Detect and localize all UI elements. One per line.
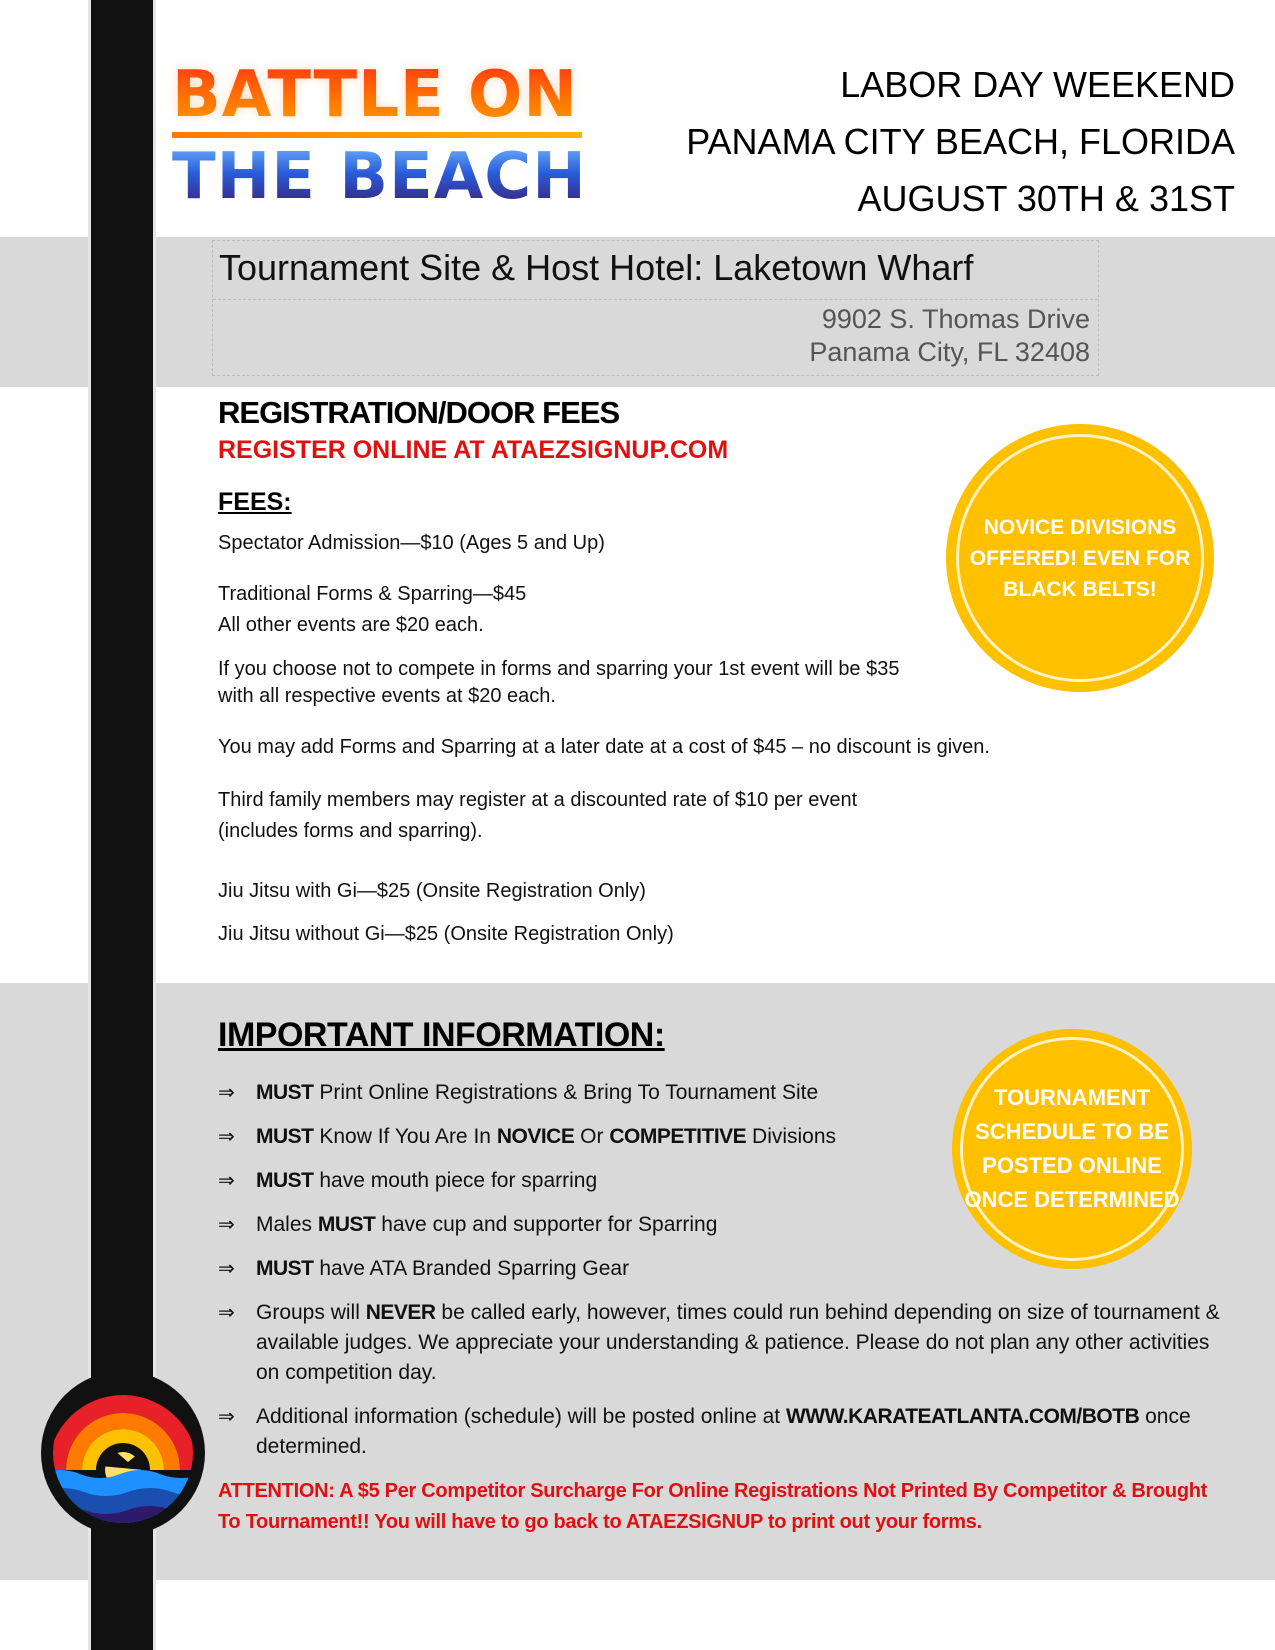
item-text: have ATA Branded Sparring Gear: [313, 1257, 630, 1280]
arrow-icon: ⇒: [218, 1302, 235, 1324]
novice-divisions-badge: [946, 424, 1214, 692]
emphasis: MUST: [256, 1081, 314, 1104]
header-line-3: AUGUST 30TH & 31ST: [857, 178, 1235, 219]
list-item: [218, 1402, 1228, 1462]
registration-heading: REGISTRATION/DOOR FEES: [218, 395, 620, 430]
arrow-icon: ⇒: [218, 1406, 235, 1428]
host-title: Tournament Site & Host Hotel: Laketown Wharf: [219, 247, 974, 288]
fee-add-later: You may add Forms and Sparring at a later date at a cost of $45 – no discount is given.: [218, 736, 990, 758]
emphasis: MUST: [256, 1257, 314, 1280]
item-text: be called early, however, times could run behind depending on size of tournament & available judges. We appreciate your understanding & patience. Please do not plan any other activities on competition day.: [256, 1301, 1220, 1384]
item-text: have cup and supporter for Sparring: [375, 1213, 718, 1236]
attention-notice: ATTENTION: A $5 Per Competitor Surcharge For Online Registrations Not Printed By Competitor & Brought To Tournament!! You will have to go back to ATAEZSIGNUP to print out your forms.: [218, 1480, 1208, 1533]
item-text: Or: [574, 1125, 610, 1148]
event-header: [686, 56, 1235, 227]
arrow-icon: ⇒: [218, 1126, 235, 1148]
arrow-icon: ⇒: [218, 1258, 235, 1280]
emphasis: MUST: [317, 1213, 376, 1236]
emphasis: MUST: [256, 1125, 314, 1148]
fee-family: Third family members may register at a discounted rate of $10 per event (includes forms and sparring).: [218, 789, 858, 842]
header-line-1: LABOR DAY WEEKEND: [840, 64, 1235, 105]
important-heading: IMPORTANT INFORMATION:: [218, 1016, 665, 1054]
fee-jiu-jitsu-no-gi: Jiu Jitsu without Gi—$25 (Onsite Registration Only): [218, 923, 674, 945]
novice-badge-text: NOVICE DIVISIONS OFFERED! EVEN FOR BLACK BELTS!: [969, 515, 1191, 601]
list-item: [218, 1298, 1228, 1388]
item-text: have mouth piece for sparring: [313, 1169, 598, 1192]
item-text: Additional information (schedule) will be posted online at: [256, 1405, 786, 1428]
schedule-badge-text: TOURNAMENT SCHEDULE TO BE POSTED ONLINE ONCE DETERMINED: [964, 1085, 1180, 1212]
fee-traditional: Traditional Forms & Sparring—$45: [218, 583, 527, 605]
emphasis: NOVICE: [496, 1125, 575, 1148]
emphasis: NEVER: [365, 1301, 436, 1324]
schedule-badge: [952, 1029, 1192, 1269]
beach-emblem-icon: [40, 1370, 206, 1536]
header-line-2: PANAMA CITY BEACH, FLORIDA: [686, 121, 1235, 162]
fee-choose-not: If you choose not to compete in forms and sparring your 1st event will be $35 with all respective events at $20 each.: [218, 658, 900, 707]
host-divider: [213, 299, 1098, 300]
item-text: Divisions: [746, 1125, 837, 1148]
logo-line-2: THE BEACH: [172, 142, 592, 212]
fee-jiu-jitsu-gi: Jiu Jitsu with Gi—$25 (Onsite Registration Only): [218, 880, 646, 902]
item-text: Groups will: [256, 1301, 366, 1324]
host-hotel-box: [212, 240, 1099, 376]
item-text: Know If You Are In: [313, 1125, 497, 1148]
item-text: once determined.: [256, 1405, 1191, 1458]
karate-atlanta-url: WWW.KARATEATLANTA.COM/BOTB: [785, 1405, 1140, 1428]
arrow-icon: ⇒: [218, 1214, 235, 1236]
arrow-icon: ⇒: [218, 1082, 235, 1104]
emphasis: COMPETITIVE: [609, 1125, 747, 1148]
fee-spectator: Spectator Admission—$10 (Ages 5 and Up): [218, 532, 605, 554]
host-address: [809, 303, 1090, 369]
logo-line-1: BATTLE ON: [172, 60, 592, 130]
emphasis: MUST: [256, 1169, 314, 1192]
fees-label: FEES:: [218, 488, 292, 516]
item-text: Print Online Registrations & Bring To Tournament Site: [313, 1081, 819, 1104]
logo-rule: [172, 132, 582, 138]
item-text: Males: [256, 1213, 318, 1236]
register-online-link: REGISTER ONLINE AT ATAEZSIGNUP.COM: [218, 436, 729, 464]
address-line-2: Panama City, FL 32408: [809, 337, 1090, 367]
fee-other-events: All other events are $20 each.: [218, 614, 484, 636]
address-line-1: 9902 S. Thomas Drive: [821, 304, 1090, 334]
battle-on-the-beach-logo: [172, 58, 592, 214]
arrow-icon: ⇒: [218, 1170, 235, 1192]
